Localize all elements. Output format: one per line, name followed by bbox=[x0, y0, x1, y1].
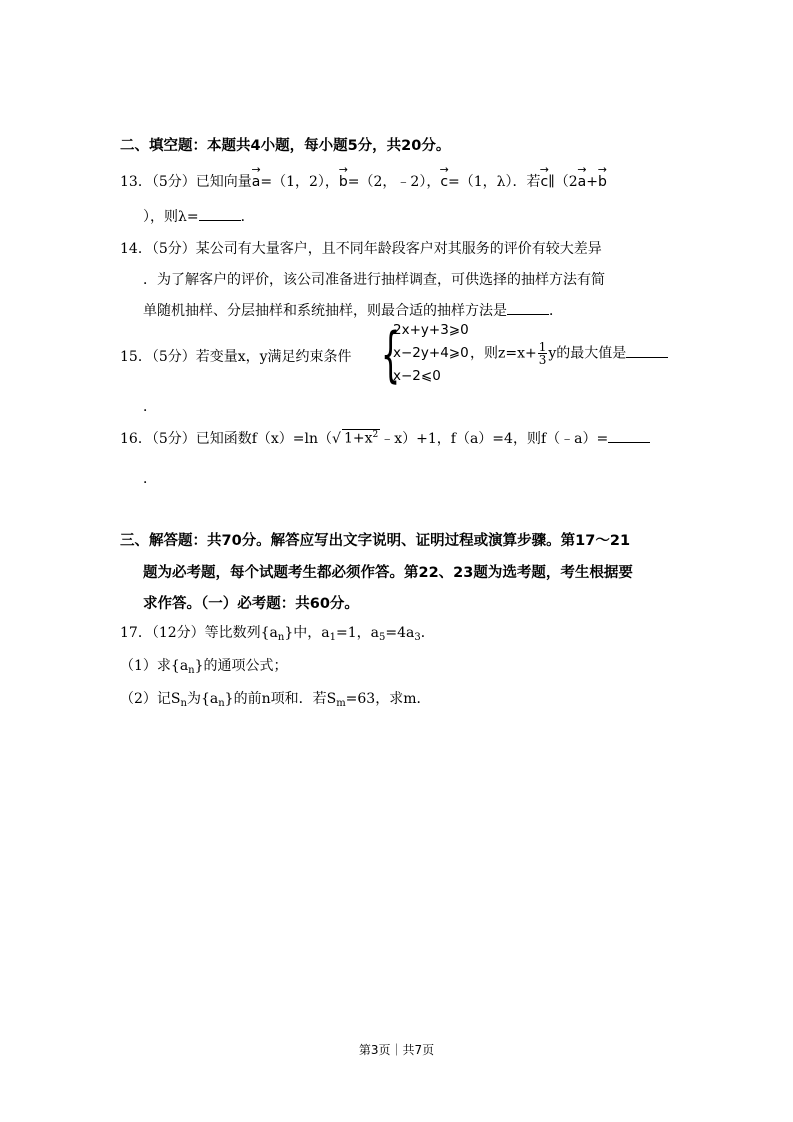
fraction-denominator: 3 bbox=[538, 353, 547, 367]
part-1-text: }的通项公式； bbox=[194, 658, 288, 674]
question-17-text: }中，a bbox=[284, 625, 330, 641]
answer-blank bbox=[608, 428, 650, 443]
question-17-text: （12分）等比数列{a bbox=[151, 625, 278, 641]
question-13-text: ∥（2 bbox=[548, 174, 578, 190]
radicand bbox=[342, 429, 380, 447]
part-2-text: （2）记S bbox=[120, 691, 181, 707]
question-13 bbox=[120, 171, 607, 191]
constraint-system bbox=[381, 322, 481, 388]
question-13-text: ），则λ= bbox=[143, 209, 199, 225]
section-2-heading: 二、填空题：本题共4小题，每小题5分，共20分。 bbox=[120, 138, 451, 154]
period: ． bbox=[240, 209, 255, 225]
vector-b: → b bbox=[339, 174, 348, 190]
answer-blank bbox=[507, 300, 549, 315]
question-17-text: =4a bbox=[385, 625, 415, 641]
answer-blank bbox=[626, 343, 668, 358]
subscript: m bbox=[336, 698, 346, 709]
subscript: n bbox=[188, 665, 195, 676]
radical-sign: √ bbox=[332, 431, 341, 447]
question-13-text: =（2，﹣2）， bbox=[347, 174, 441, 190]
question-17 bbox=[120, 622, 435, 643]
subscript: 5 bbox=[378, 632, 386, 643]
question-13-score: （5分） bbox=[151, 174, 196, 190]
question-13-line-2 bbox=[143, 206, 255, 226]
question-15-number: 15． bbox=[120, 349, 152, 365]
constraint-3: x−2⩽0 bbox=[393, 368, 441, 384]
question-16-text: ﹣x）+1，f（a）=4，则f（﹣a）= bbox=[380, 431, 609, 447]
question-15 bbox=[120, 346, 352, 366]
subscript: 3 bbox=[414, 632, 421, 643]
section-3-heading-line-2: 题为必考题，每个试题考生都必须作答。第22、23题为选考题，考生根据要 bbox=[143, 565, 633, 581]
part-2-text: }的前n项和．若S bbox=[224, 691, 337, 707]
question-13-text: 已知向量 bbox=[195, 174, 252, 190]
vector-a: → a bbox=[578, 174, 587, 190]
section-3-heading-line-1: 三、解答题：共70分。解答应写出文字说明、证明过程或演算步骤。第17～21 bbox=[120, 533, 631, 549]
section-3-heading-line-3: 求作答。（一）必考题：共60分。 bbox=[143, 596, 359, 612]
question-13-text: + bbox=[586, 174, 598, 190]
question-15-objective bbox=[470, 341, 668, 366]
question-17-number: 17． bbox=[120, 625, 152, 641]
part-2-text: =63，求m． bbox=[345, 691, 431, 707]
vector-b: → b bbox=[598, 174, 607, 190]
question-14-line-3 bbox=[143, 300, 563, 320]
exponent: 2 bbox=[372, 430, 379, 441]
subscript: n bbox=[180, 698, 187, 709]
question-14-line-2: ．为了解客户的评价，该公司准备进行抽样调查，可供选择的抽样方法有简 bbox=[143, 272, 605, 288]
question-13-text: =（1，λ）．若 bbox=[448, 174, 541, 190]
answer-blank bbox=[199, 206, 241, 221]
left-brace: { bbox=[381, 320, 401, 390]
subscript: n bbox=[277, 632, 285, 643]
vector-c: → c bbox=[440, 174, 448, 190]
fraction-numerator: 1 bbox=[538, 340, 547, 354]
period: ． bbox=[143, 471, 157, 487]
question-13-number: 13． bbox=[120, 174, 152, 190]
radicand-text: 1+x bbox=[343, 431, 373, 447]
question-14-text: （5分）某公司有大量客户，且不同年龄段客户对其服务的评价有较大差异 bbox=[151, 241, 602, 257]
period: ． bbox=[549, 303, 563, 319]
question-15-text: （5分）若变量x，y满足约束条件 bbox=[151, 349, 352, 365]
subscript: n bbox=[218, 698, 225, 709]
question-15-text: ，则z=x+ bbox=[470, 345, 537, 362]
fraction bbox=[538, 341, 548, 366]
question-13-text: =（1，2）， bbox=[260, 174, 339, 190]
constraint-2: x−2y+4⩾0 bbox=[393, 345, 469, 361]
period: ． bbox=[143, 399, 157, 415]
question-17-part-2 bbox=[120, 688, 431, 709]
subscript: 1 bbox=[329, 632, 336, 643]
question-16-text: （5分）已知函数f（x）=ln（ bbox=[151, 431, 333, 447]
question-17-text: ． bbox=[420, 625, 435, 641]
question-14 bbox=[120, 238, 602, 258]
question-17-text: =1，a bbox=[336, 625, 379, 641]
question-16 bbox=[120, 428, 650, 448]
constraint-1: 2x+y+3⩾0 bbox=[393, 322, 469, 338]
part-1-text: （1）求{a bbox=[120, 658, 189, 674]
question-14-number: 14． bbox=[120, 241, 152, 257]
question-16-number: 16． bbox=[120, 431, 152, 447]
vector-c: → c bbox=[541, 174, 549, 190]
question-14-text: 单随机抽样、分层抽样和系统抽样，则最合适的抽样方法是 bbox=[143, 303, 507, 319]
question-17-part-1 bbox=[120, 655, 288, 676]
part-2-text: 为{a bbox=[186, 691, 219, 707]
page-footer: 第3页｜共7页 bbox=[358, 1043, 435, 1057]
question-15-text: y的最大值是 bbox=[548, 345, 627, 362]
vector-a: → a bbox=[252, 174, 261, 190]
